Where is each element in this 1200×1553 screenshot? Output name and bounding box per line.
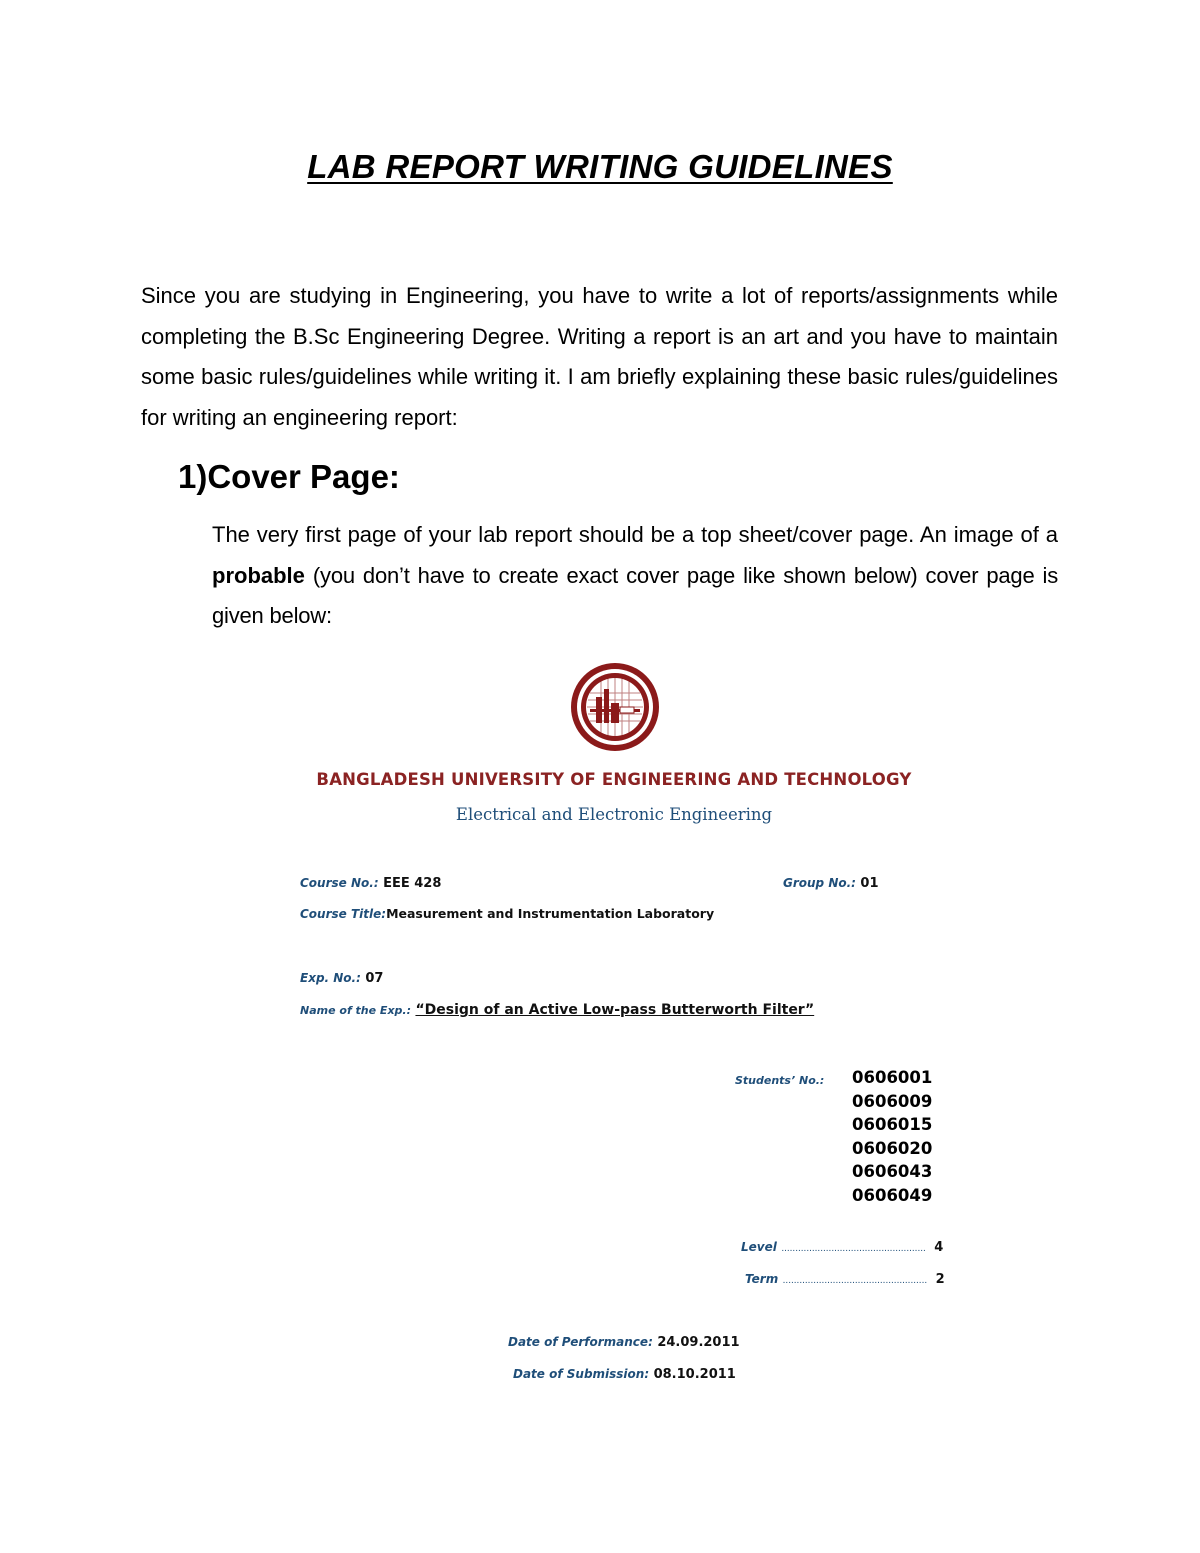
student-number: 0606020: [852, 1138, 933, 1158]
performance-date-label: Date of Performance:: [508, 1335, 653, 1349]
course-title-label: Course Title:: [300, 907, 387, 921]
students-label: Students’ No.:: [735, 1074, 825, 1087]
page-title: LAB REPORT WRITING GUIDELINES: [307, 148, 893, 185]
term-value: 2: [935, 1272, 945, 1287]
course-no-row: [300, 874, 441, 892]
section-body-bold: probable: [212, 562, 305, 588]
section-body-part1: The very first page of your lab report should be a top sheet/cover page. An image of a: [212, 522, 1058, 547]
performance-date-value: 24.09.2011: [657, 1335, 740, 1350]
group-no-label: Group No.:: [783, 876, 856, 890]
section-heading-cover-page: [178, 458, 400, 496]
section-number: 1): [178, 458, 208, 495]
student-number: 0606001: [852, 1068, 933, 1087]
submission-date-label: Date of Submission:: [513, 1367, 650, 1381]
student-number: 0606049: [852, 1185, 933, 1205]
student-number: 0606043: [852, 1162, 933, 1182]
university-name: BANGLADESH UNIVERSITY OF ENGINEERING AND TECHNOLOGY: [316, 770, 912, 789]
level-value: 4: [934, 1240, 944, 1255]
intro-paragraph: Since you are studying in Engineering, you have to write a lot of reports/assignments while completing the B.Sc Engineering Degree. Writing a report is an art and you have to maintain some basic rules/guidelines while writing it. I am briefly explaining these basic rules/guidelines for writing an engineering report:: [141, 283, 1058, 430]
exp-no-row: [300, 969, 383, 987]
term-label: Term: [745, 1272, 779, 1286]
level-label: Level: [741, 1240, 777, 1254]
submission-date-value: 08.10.2011: [653, 1367, 736, 1382]
term-dots: ....................................................: [782, 1275, 928, 1286]
submission-date-row: [513, 1365, 736, 1383]
students-list: [852, 1066, 932, 1208]
course-no-label: Course No.:: [300, 876, 379, 890]
course-title-value: Measurement and Instrumentation Laboratory: [386, 906, 715, 921]
exp-no-label: Exp. No.:: [300, 971, 361, 985]
course-title-row: [300, 905, 714, 923]
exp-name-value: “Design of an Active Low-pass Butterworth Filter”: [415, 1002, 815, 1018]
department-name: Electrical and Electronic Engineering: [455, 805, 773, 824]
section-title: Cover Page:: [207, 458, 400, 495]
section-body: [212, 515, 1058, 637]
student-number: 0606009: [852, 1091, 933, 1111]
exp-name-row: [300, 1001, 814, 1019]
section-body-part2: (you don’t have to create exact cover page like shown below) cover page is given below:: [212, 562, 1058, 629]
course-no-value: EEE 428: [383, 876, 442, 891]
exp-name-label: Name of the Exp.:: [300, 1004, 411, 1017]
university-seal-icon: [566, 663, 664, 751]
student-number: 0606015: [852, 1115, 933, 1135]
performance-date-row: [508, 1333, 740, 1351]
level-row: [741, 1238, 943, 1256]
level-dots: ....................................................: [781, 1243, 926, 1254]
term-row: [745, 1270, 945, 1288]
group-no-value: 01: [860, 876, 879, 891]
group-no-row: [783, 874, 879, 892]
exp-no-value: 07: [365, 971, 384, 986]
